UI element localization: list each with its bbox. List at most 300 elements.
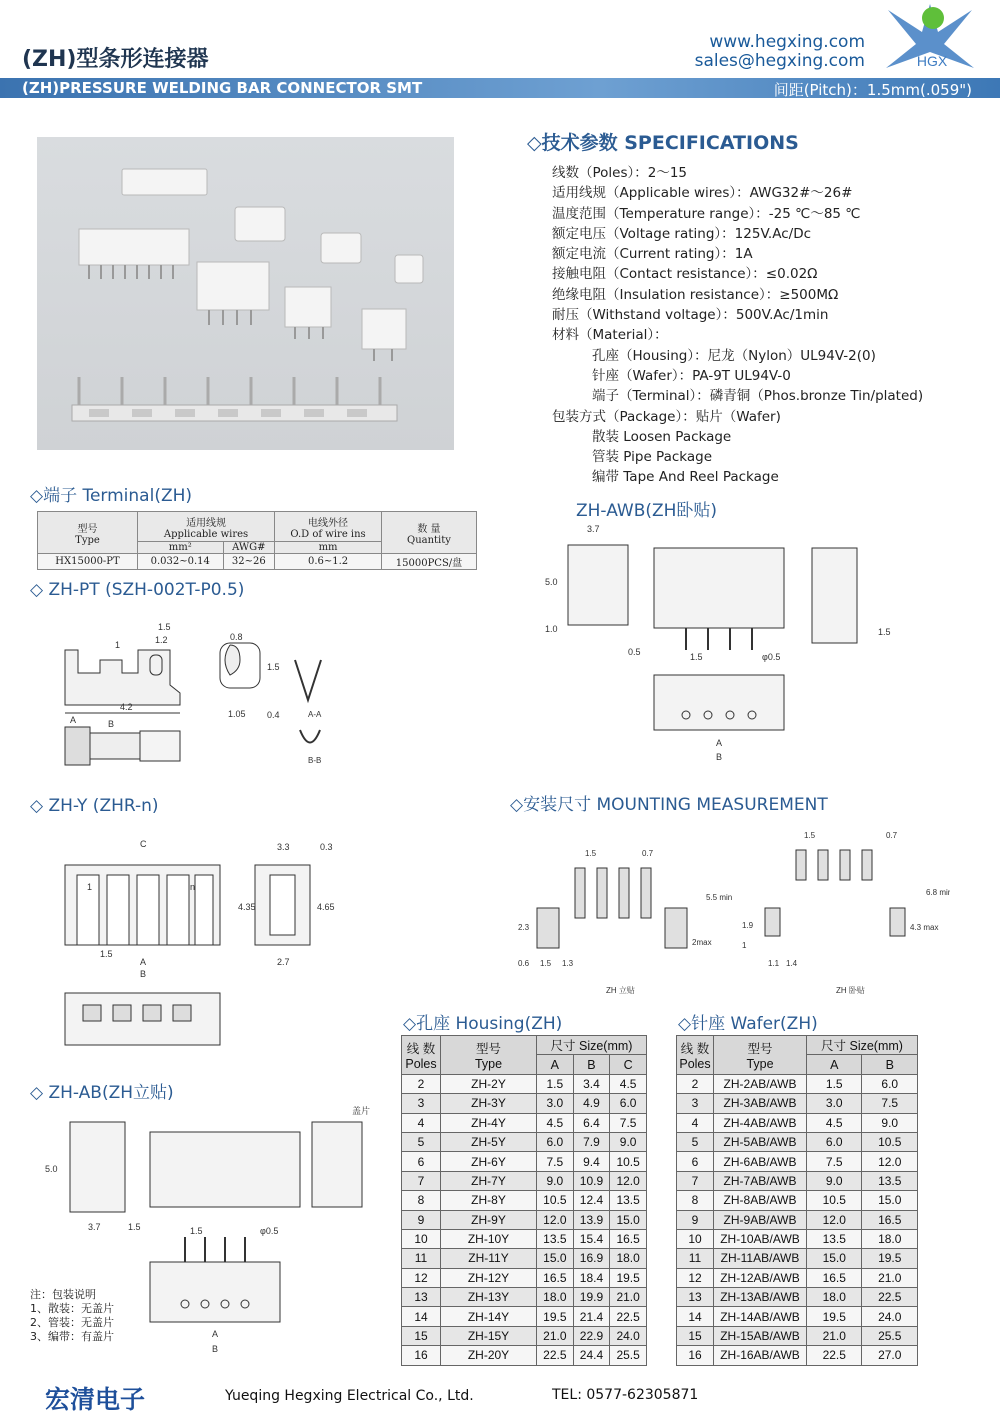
dim-label: 1.4	[786, 959, 798, 968]
specs-heading: ◇技术参数 SPECIFICATIONS	[527, 132, 799, 154]
table-cell: ZH-7Y	[441, 1171, 537, 1190]
spec-line: 适用线规（Applicable wires）：AWG32#～26#	[552, 185, 853, 202]
table-cell: 10.9	[573, 1171, 610, 1190]
note-line: 1、散装：无盖片	[30, 1302, 114, 1315]
y-drawing	[55, 835, 345, 1055]
dim-label: 0.3	[320, 842, 333, 852]
dim-label: 2max	[692, 938, 712, 947]
th-poles-en: Poles	[679, 1056, 711, 1071]
table-cell: 16.9	[573, 1249, 610, 1268]
spec-line: 额定电压（Voltage rating）：125V.Ac/Dc	[552, 225, 812, 242]
table-row	[38, 554, 477, 570]
dim-label: 1	[742, 941, 747, 950]
dim-label: B	[108, 719, 115, 729]
spec-line: 绝缘电阻（Insulation resistance）：≥500MΩ	[552, 286, 839, 303]
table-row	[677, 1288, 918, 1307]
table-cell: ZH-11AB/AWB	[714, 1249, 807, 1268]
logo-text: HGX	[916, 53, 948, 69]
table-cell: 7	[402, 1171, 441, 1190]
table-cell: ZH-12AB/AWB	[714, 1268, 807, 1287]
terminal-table	[37, 511, 477, 570]
product-photo	[37, 137, 454, 450]
table-row	[677, 1229, 918, 1248]
email-link[interactable]: sales@hegxing.com	[694, 51, 865, 71]
table-cell: ZH-4Y	[441, 1113, 537, 1132]
table-cell: 24.0	[610, 1326, 647, 1345]
note-line: 2、管装：无盖片	[30, 1316, 114, 1329]
cell: 0.6~1.2	[275, 554, 382, 570]
wafer-table	[676, 1035, 918, 1366]
table-row	[402, 1094, 647, 1113]
table-cell: ZH-12Y	[441, 1268, 537, 1287]
th-mm: mm	[275, 542, 382, 554]
table-cell: 12.0	[862, 1152, 918, 1171]
table-row	[402, 1326, 647, 1345]
table-cell: ZH-15AB/AWB	[714, 1326, 807, 1345]
table-row	[402, 1132, 647, 1151]
table-cell: 22.9	[573, 1326, 610, 1345]
table-cell: 16.5	[537, 1268, 574, 1287]
dim-label: 1.5	[128, 1222, 141, 1232]
table-cell: 14	[677, 1307, 714, 1326]
spec-line: 材料（Material）：	[552, 327, 668, 344]
table-cell: 12.0	[537, 1210, 574, 1229]
dim-label: A	[212, 1329, 219, 1339]
table-cell: 19.5	[807, 1307, 862, 1326]
dim-label: 1.05	[228, 709, 246, 719]
footer-company-en: Yueqing Hegxing Electrical Co., Ltd.	[225, 1388, 474, 1404]
table-cell: ZH-14AB/AWB	[714, 1307, 807, 1326]
housing-heading: ◇孔座 Housing(ZH)	[403, 1014, 563, 1034]
table-cell: 19.5	[610, 1268, 647, 1287]
spec-material: 孔座（Housing）：尼龙（Nylon）UL94V-2(0)	[592, 347, 876, 364]
table-row	[402, 1210, 647, 1229]
table-row	[677, 1113, 918, 1132]
spec-package: 包装方式（Package）：贴片（Wafer)	[552, 408, 781, 425]
table-cell: ZH-6AB/AWB	[714, 1152, 807, 1171]
table-cell: 12.4	[573, 1191, 610, 1210]
mount-heading: ◇安装尺寸 MOUNTING MEASUREMENT	[510, 795, 828, 815]
dim-label: n	[190, 882, 196, 892]
table-cell: 10.5	[537, 1191, 574, 1210]
table-row	[677, 1132, 918, 1151]
th-a: A	[807, 1055, 862, 1074]
page-title: (ZH)型条形连接器	[22, 47, 209, 72]
table-cell: ZH-13Y	[441, 1288, 537, 1307]
table-cell: 13	[402, 1288, 441, 1307]
table-cell: 11	[677, 1249, 714, 1268]
table-cell: 9.0	[862, 1113, 918, 1132]
dim-label: A	[70, 715, 77, 725]
table-cell: 4.5	[537, 1113, 574, 1132]
table-cell: 1.5	[807, 1074, 862, 1093]
table-cell: 7.9	[573, 1132, 610, 1151]
table-cell: 25.5	[610, 1346, 647, 1365]
dim-label: 1.3	[562, 959, 574, 968]
pt-drawing	[30, 615, 370, 775]
table-row	[677, 1268, 918, 1287]
table-cell: 15	[402, 1326, 441, 1345]
spec-material: 端子（Terminal）：磷青铜（Phos.bronze Tin/plated)	[592, 388, 924, 405]
spec-package-item: 编带 Tape And Reel Package	[592, 469, 779, 486]
table-cell: ZH-4AB/AWB	[714, 1113, 807, 1132]
table-cell: ZH-3Y	[441, 1094, 537, 1113]
dim-label: 3.3	[277, 842, 290, 852]
table-cell: 4	[677, 1113, 714, 1132]
table-row	[677, 1191, 918, 1210]
table-cell: 6.0	[807, 1132, 862, 1151]
table-cell: 25.5	[862, 1326, 918, 1345]
table-row	[677, 1249, 918, 1268]
dim-label: 4.65	[317, 902, 335, 912]
pitch-label: 间距(Pitch)：1.5mm(.059")	[773, 81, 972, 99]
table-cell: 21.4	[573, 1307, 610, 1326]
mount-drawing	[510, 820, 950, 1000]
dim-label: A	[140, 957, 147, 967]
dim-label: 1.5	[190, 1226, 203, 1236]
dim-label: 5.5 min	[706, 893, 733, 902]
spec-line: 线数（Poles）：2～15	[552, 165, 688, 181]
table-cell: 10	[677, 1229, 714, 1248]
note-line: 注：包装说明	[30, 1288, 96, 1301]
footer-company-cn: 宏清电子	[45, 1385, 146, 1414]
table-cell: 4.5	[807, 1113, 862, 1132]
dim-label: B	[716, 752, 723, 762]
cell: 32~26	[223, 554, 275, 570]
table-cell: ZH-7AB/AWB	[714, 1171, 807, 1190]
table-cell: ZH-14Y	[441, 1307, 537, 1326]
table-cell: 24.4	[573, 1346, 610, 1365]
th-c: C	[610, 1055, 647, 1074]
table-cell: 5	[677, 1132, 714, 1151]
table-cell: 16.5	[862, 1210, 918, 1229]
dim-label: A-A	[308, 710, 322, 719]
table-cell: 6.0	[610, 1094, 647, 1113]
th-poles-en: Poles	[405, 1056, 437, 1071]
dim-label: 1.5	[100, 949, 113, 959]
cell: 15000PCS/盘	[381, 554, 476, 570]
spec-line: 额定电流（Current rating）：1A	[552, 246, 753, 263]
table-cell: 27.0	[862, 1346, 918, 1365]
dim-label: 5.0	[545, 577, 558, 587]
table-cell: 10	[402, 1229, 441, 1248]
table-cell: 13.5	[610, 1191, 647, 1210]
dim-label: 3.7	[587, 524, 600, 534]
table-cell: 8	[402, 1191, 441, 1210]
table-cell: 13	[677, 1288, 714, 1307]
table-cell: 14	[402, 1307, 441, 1326]
cell: HX15000-PT	[38, 554, 138, 570]
dim-label: C	[140, 839, 147, 849]
th-size: 尺寸 Size(mm)	[807, 1036, 918, 1055]
table-cell: ZH-16AB/AWB	[714, 1346, 807, 1365]
table-cell: 22.5	[610, 1307, 647, 1326]
spec-line: 接触电阻（Contact resistance）：≤0.02Ω	[552, 266, 818, 283]
th-a: A	[537, 1055, 574, 1074]
th-type-cn: 型号	[475, 1041, 501, 1056]
table-row	[677, 1074, 918, 1093]
table-cell: 12	[677, 1268, 714, 1287]
table-cell: ZH-8Y	[441, 1191, 537, 1210]
table-cell: 9.0	[610, 1132, 647, 1151]
dim-label: φ0.5	[260, 1226, 279, 1236]
table-cell: 12	[402, 1268, 441, 1287]
table-cell: 7	[677, 1171, 714, 1190]
table-cell: 16	[677, 1346, 714, 1365]
mount-caption: ZH 立贴	[606, 986, 635, 995]
dim-label: 0.5	[628, 647, 641, 657]
th-od-en: O.D of wire ins	[290, 528, 366, 540]
package-notes	[30, 1288, 114, 1344]
awb-drawing	[530, 520, 900, 765]
table-cell: 6	[677, 1152, 714, 1171]
y-heading: ◇ ZH-Y (ZHR-n)	[30, 796, 159, 816]
dim-label: 1.9	[742, 921, 754, 930]
table-cell: ZH-9AB/AWB	[714, 1210, 807, 1229]
table-cell: 7.5	[610, 1113, 647, 1132]
table-cell: 3.4	[573, 1074, 610, 1093]
dim-label: 4.3 max	[910, 923, 939, 932]
table-row	[402, 1229, 647, 1248]
th-type-en: Type	[746, 1056, 774, 1071]
contact-block	[640, 33, 865, 71]
cover-label: 盖片	[352, 1106, 371, 1116]
th-mm2: mm²	[138, 542, 224, 554]
table-cell: 12.0	[610, 1171, 647, 1190]
table-row	[402, 1268, 647, 1287]
th-b: B	[862, 1055, 918, 1074]
awb-heading: ZH-AWB(ZH卧贴)	[576, 501, 718, 521]
dim-label: 1.5	[158, 622, 171, 632]
table-cell: 18.0	[610, 1249, 647, 1268]
table-row	[402, 1074, 647, 1093]
table-cell: 13.5	[862, 1171, 918, 1190]
mount-caption: ZH 卧贴	[836, 986, 865, 995]
table-cell: 6	[402, 1152, 441, 1171]
dim-label: B	[140, 969, 147, 979]
table-cell: 16	[402, 1346, 441, 1365]
table-row	[677, 1326, 918, 1345]
table-cell: 3.0	[537, 1094, 574, 1113]
th-awg: AWG#	[223, 542, 275, 554]
table-cell: 18.0	[807, 1288, 862, 1307]
th-poles-cn: 线 数	[406, 1041, 436, 1056]
table-cell: ZH-2AB/AWB	[714, 1074, 807, 1093]
table-cell: ZH-6Y	[441, 1152, 537, 1171]
table-cell: ZH-9Y	[441, 1210, 537, 1229]
th-type-en: Type	[75, 534, 100, 546]
table-cell: 15.0	[537, 1249, 574, 1268]
table-cell: 22.5	[862, 1288, 918, 1307]
table-cell: ZH-10Y	[441, 1229, 537, 1248]
table-cell: 2	[677, 1074, 714, 1093]
table-cell: ZH-5AB/AWB	[714, 1132, 807, 1151]
dim-label: 2.7	[277, 957, 290, 967]
specs-list	[552, 163, 923, 488]
terminal-heading: ◇端子 Terminal(ZH)	[30, 486, 193, 506]
table-cell: 13.5	[807, 1229, 862, 1248]
cell: 0.032~0.14	[138, 554, 224, 570]
table-cell: 19.9	[573, 1288, 610, 1307]
dim-label: B-B	[308, 756, 322, 765]
table-row	[677, 1307, 918, 1326]
table-cell: 9.0	[537, 1171, 574, 1190]
dim-label: 1.2	[155, 635, 168, 645]
th-b: B	[573, 1055, 610, 1074]
table-row	[677, 1171, 918, 1190]
table-cell: 11	[402, 1249, 441, 1268]
table-cell: ZH-8AB/AWB	[714, 1191, 807, 1210]
table-cell: 18.4	[573, 1268, 610, 1287]
dim-label: 6.8 min	[926, 888, 950, 897]
hgx-logo	[880, 2, 980, 74]
table-cell: 3	[677, 1094, 714, 1113]
table-cell: 21.0	[610, 1288, 647, 1307]
table-cell: 10.5	[610, 1152, 647, 1171]
spec-package-item: 管装 Pipe Package	[592, 449, 713, 466]
dim-label: 0.7	[642, 849, 654, 858]
table-cell: 21.0	[862, 1268, 918, 1287]
table-cell: 15.0	[807, 1249, 862, 1268]
table-cell: ZH-2Y	[441, 1074, 537, 1093]
table-row	[677, 1346, 918, 1365]
dim-label: 4.35	[238, 902, 256, 912]
table-row	[677, 1210, 918, 1229]
th-poles-cn: 线 数	[680, 1041, 710, 1056]
dim-label: 2.3	[518, 923, 530, 932]
th-type-cn: 型号	[77, 523, 98, 535]
dim-label: 1.5	[267, 662, 280, 672]
table-cell: 22.5	[807, 1346, 862, 1365]
dim-label: 0.7	[886, 831, 898, 840]
th-qty-cn: 数 量	[417, 523, 441, 535]
dim-label: 1.1	[768, 959, 780, 968]
th-od-cn: 电线外径	[308, 517, 349, 529]
table-row	[402, 1152, 647, 1171]
wafer-heading: ◇针座 Wafer(ZH)	[678, 1014, 818, 1034]
dim-label: 5.0	[45, 1164, 58, 1174]
table-cell: 10.5	[862, 1132, 918, 1151]
table-cell: 16.5	[807, 1268, 862, 1287]
table-cell: 9.4	[573, 1152, 610, 1171]
table-cell: 13.5	[537, 1229, 574, 1248]
table-cell: ZH-13AB/AWB	[714, 1288, 807, 1307]
dim-label: 1.5	[878, 627, 891, 637]
table-cell: 9	[402, 1210, 441, 1229]
table-cell: 18.0	[862, 1229, 918, 1248]
table-cell: 21.0	[807, 1326, 862, 1345]
dim-label: 1.5	[690, 652, 703, 662]
table-cell: 15.0	[862, 1191, 918, 1210]
th-type-en: Type	[474, 1056, 503, 1071]
table-row	[677, 1152, 918, 1171]
table-cell: 12.0	[807, 1210, 862, 1229]
table-row	[402, 1288, 647, 1307]
table-row	[402, 1307, 647, 1326]
table-cell: 19.5	[537, 1307, 574, 1326]
table-cell: ZH-10AB/AWB	[714, 1229, 807, 1248]
table-cell: 3.0	[807, 1094, 862, 1113]
ab-heading: ◇ ZH-AB(ZH立贴)	[30, 1083, 174, 1103]
table-cell: 21.0	[537, 1326, 574, 1345]
table-cell: 6.4	[573, 1113, 610, 1132]
table-cell: 15.0	[610, 1210, 647, 1229]
table-cell: 10.5	[807, 1191, 862, 1210]
th-size: 尺寸 Size(mm)	[537, 1036, 647, 1055]
table-cell: 4.5	[610, 1074, 647, 1093]
table-row	[402, 1346, 647, 1365]
dim-label: 0.6	[518, 959, 530, 968]
dim-label: 0.8	[230, 632, 243, 642]
table-cell: 7.5	[537, 1152, 574, 1171]
spec-package-item: 散装 Loosen Package	[592, 428, 732, 445]
table-cell: 7.5	[862, 1094, 918, 1113]
dim-label: 4.2	[120, 702, 133, 712]
dim-label: A	[716, 738, 723, 748]
table-cell: ZH-11Y	[441, 1249, 537, 1268]
table-cell: ZH-15Y	[441, 1326, 537, 1345]
table-cell: 9	[677, 1210, 714, 1229]
table-cell: ZH-5Y	[441, 1132, 537, 1151]
footer-tel: TEL: 0577-62305871	[552, 1387, 699, 1403]
th-qty-en: Quantity	[407, 534, 451, 546]
table-cell: ZH-20Y	[441, 1346, 537, 1365]
pt-heading: ◇ ZH-PT (SZH-002T-P0.5)	[30, 580, 245, 600]
table-cell: 24.0	[862, 1307, 918, 1326]
th-wires-en: Applicable wires	[163, 528, 249, 540]
table-row	[402, 1191, 647, 1210]
spec-line: 温度范围（Temperature range）：-25 ℃～85 ℃	[552, 205, 861, 222]
dim-label: B	[212, 1344, 219, 1354]
website-link[interactable]: www.hegxing.com	[709, 32, 865, 52]
dim-label: 1	[87, 882, 93, 892]
table-row	[677, 1094, 918, 1113]
table-row	[402, 1249, 647, 1268]
dim-label: 1.5	[804, 831, 816, 840]
housing-table	[401, 1035, 647, 1366]
dim-label: 1.5	[540, 959, 552, 968]
dim-label: 3.7	[88, 1222, 101, 1232]
table-cell: 3	[402, 1094, 441, 1113]
dim-label: 1.5	[585, 849, 597, 858]
table-cell: 7.5	[807, 1152, 862, 1171]
th-wires-cn: 适用线规	[186, 517, 227, 529]
table-cell: 2	[402, 1074, 441, 1093]
table-cell: 15.4	[573, 1229, 610, 1248]
table-cell: 22.5	[537, 1346, 574, 1365]
table-cell: ZH-3AB/AWB	[714, 1094, 807, 1113]
table-cell: 4.9	[573, 1094, 610, 1113]
spec-material: 针座（Wafer）：PA-9T UL94V-0	[592, 367, 791, 384]
table-cell: 16.5	[610, 1229, 647, 1248]
table-cell: 6.0	[862, 1074, 918, 1093]
spec-line: 耐压（Withstand voltage）：500V.Ac/1min	[552, 307, 829, 324]
table-cell: 1.5	[537, 1074, 574, 1093]
dim-label: 1	[115, 640, 121, 650]
table-cell: 9.0	[807, 1171, 862, 1190]
table-row	[402, 1171, 647, 1190]
table-cell: 8	[677, 1191, 714, 1210]
table-cell: 6.0	[537, 1132, 574, 1151]
dim-label: φ0.5	[762, 652, 781, 662]
table-cell: 5	[402, 1132, 441, 1151]
table-cell: 4	[402, 1113, 441, 1132]
th-type-cn: 型号	[747, 1041, 773, 1056]
note-line: 3、编带：有盖片	[30, 1330, 114, 1343]
dim-label: 1.0	[545, 624, 558, 634]
table-cell: 15	[677, 1326, 714, 1345]
table-cell: 18.0	[537, 1288, 574, 1307]
